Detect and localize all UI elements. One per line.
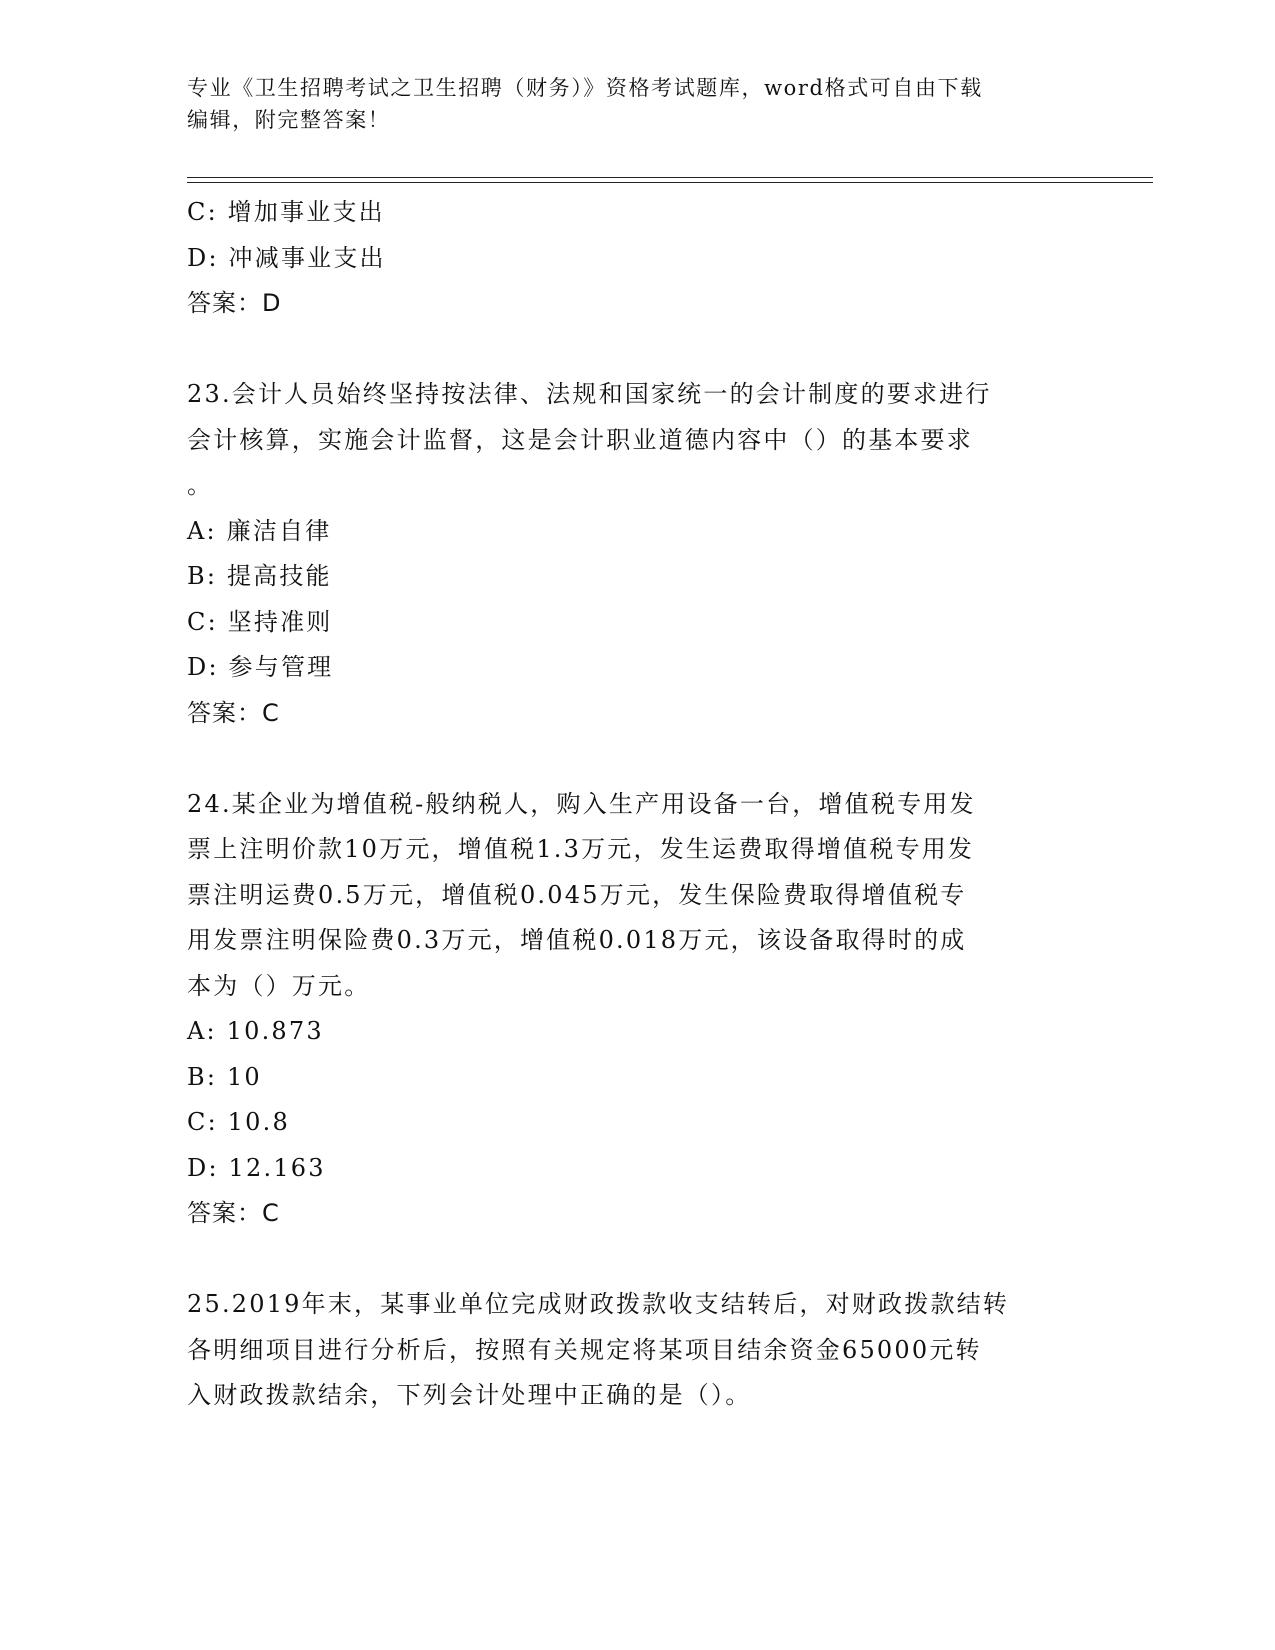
header-line-2: 编辑，附完整答案！ xyxy=(187,108,391,132)
header-divider-bottom xyxy=(187,182,1153,183)
question-stem-line: 23.会计人员始终坚持按法律、法规和国家统一的会计制度的要求进行 xyxy=(187,380,992,408)
document-header xyxy=(187,72,1067,136)
question-stem-line: 25.2019年末，某事业单位完成财政拨款收支结转后，对财政拨款结转 xyxy=(187,1290,1010,1318)
question-stem-line: 各明细项目进行分析后，按照有关规定将某项目结余资金65000元转 xyxy=(187,1335,982,1364)
question-stem-line: 本为（）万元。 xyxy=(187,971,371,1000)
question-22 xyxy=(187,190,1087,327)
answer: 答案：C xyxy=(187,698,280,727)
option-d: D: 冲减事业支出 xyxy=(187,243,386,272)
spacer xyxy=(187,1237,1087,1283)
option-d: D: 12.163 xyxy=(187,1153,326,1182)
header-line-1: 专业《卫生招聘考试之卫生招聘（财务）》资格考试题库，word格式可自由下载 xyxy=(187,76,983,100)
option-a: A: 10.873 xyxy=(187,1017,324,1045)
header-divider-top xyxy=(187,177,1153,178)
spacer xyxy=(187,736,1087,782)
question-24 xyxy=(187,782,1087,1237)
question-stem-line: 票上注明价款10万元，增值税1.3万元，发生运费取得增值税专用发 xyxy=(187,835,975,863)
question-stem-line: 会计核算，实施会计监督，这是会计职业道德内容中（）的基本要求 xyxy=(187,425,973,454)
option-c: C: 10.8 xyxy=(187,1108,290,1136)
question-stem-line: 入财政拨款结余，下列会计处理中正确的是（）。 xyxy=(187,1381,752,1409)
question-content xyxy=(187,190,1087,1419)
question-stem-line: 用发票注明保险费0.3万元，增值税0.018万元，该设备取得时的成 xyxy=(187,926,967,954)
question-stem-line: 。 xyxy=(187,471,214,499)
answer: 答案：D xyxy=(187,289,282,317)
option-c: C: 坚持准则 xyxy=(187,607,333,636)
spacer xyxy=(187,327,1087,373)
option-a: A: 廉洁自律 xyxy=(187,516,332,545)
question-stem-line: 票注明运费0.5万元，增值税0.045万元，发生保险费取得增值税专 xyxy=(187,880,967,909)
question-23 xyxy=(187,372,1087,736)
question-stem-line: 24.某企业为增值税-般纳税人，购入生产用设备一台，增值税专用发 xyxy=(187,789,976,818)
question-25 xyxy=(187,1282,1087,1419)
answer: 答案：C xyxy=(187,1199,280,1227)
option-b: B: 提高技能 xyxy=(187,562,332,590)
option-d: D: 参与管理 xyxy=(187,653,334,681)
option-b: B: 10 xyxy=(187,1062,262,1091)
option-c: C: 增加事业支出 xyxy=(187,198,385,226)
